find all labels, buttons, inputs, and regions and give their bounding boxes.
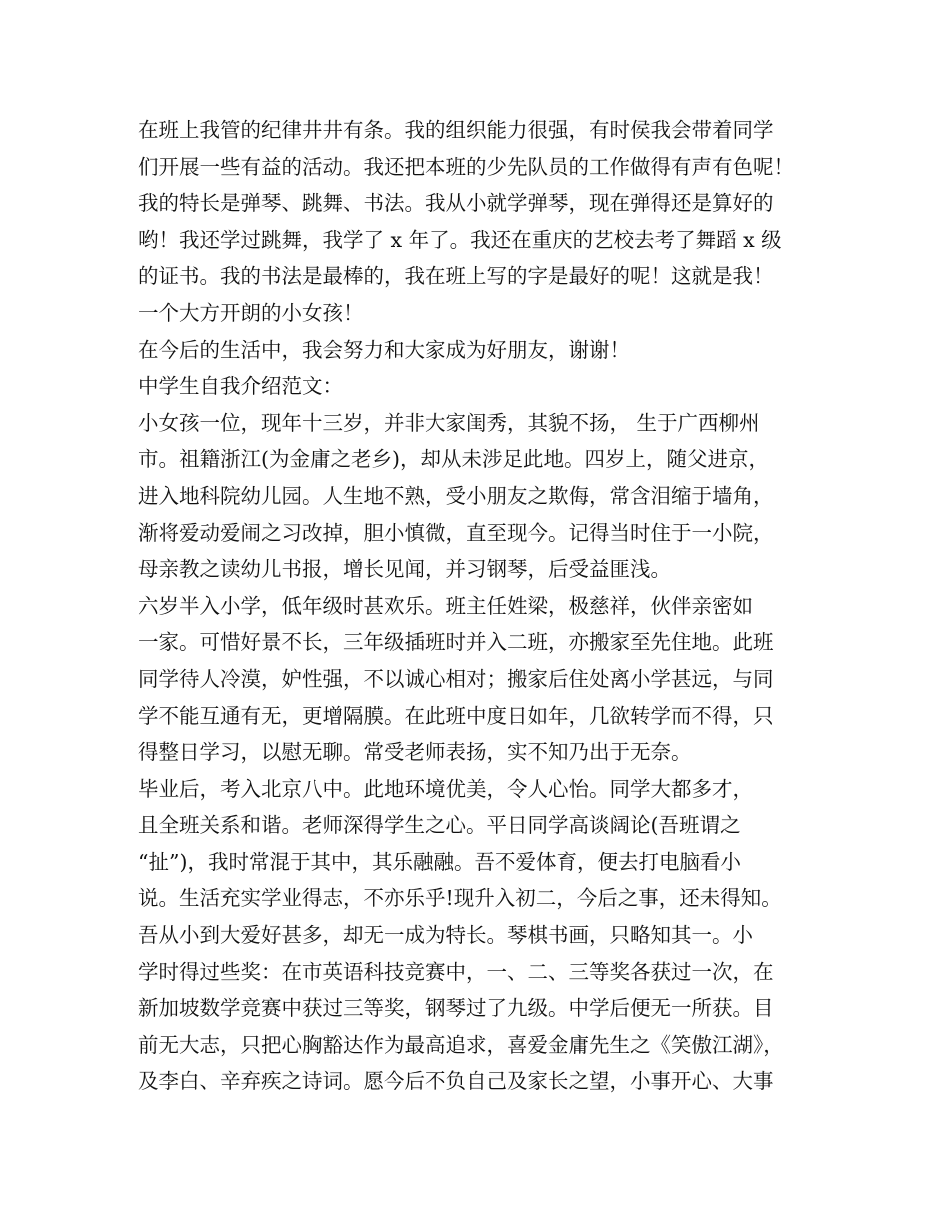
text-line: 渐将爱动爱闹之习改掉，胆小慎微，直至现今。记得当时住于一小院， xyxy=(138,520,774,545)
text-line: 一家。可惜好景不长，三年级插班时并入二班，亦搬家至先住地。此班 xyxy=(138,630,774,655)
text-line: 同学待人冷漠，妒性强，不以诚心相对；搬家后住处离小学甚远，与同 xyxy=(138,666,774,691)
text-line: 学时得过些奖：在市英语科技竞赛中，一、二、三等奖各获过一次，在 xyxy=(138,959,774,984)
text-line: 在今后的生活中，我会努力和大家成为好朋友，谢谢！ xyxy=(138,337,630,362)
text-line: 小女孩一位，现年十三岁，并非大家闺秀，其貌不扬， 生于广西柳州 xyxy=(138,410,760,435)
text-line: 的证书。我的书法是最棒的，我在班上写的字是最好的呢！这就是我！ xyxy=(138,264,774,289)
text-line: 母亲教之读幼儿书报，增长见闻，并习钢琴，后受益匪浅。 xyxy=(138,557,671,582)
text-line: 哟！我还学过跳舞，我学了 x 年了。我还在重庆的艺校去考了舞蹈 x 级 xyxy=(138,227,782,252)
text-line: 说。生活充实学业得志，不亦乐乎!现升入初二，今后之事，还未得知。 xyxy=(138,886,782,911)
text-line: 市。祖籍浙江(为金庸之老乡)，却从未涉足此地。四岁上，随父进京， xyxy=(138,447,769,472)
text-line: “扯”)，我时常混于其中，其乐融融。吾不爱体育，便去打电脑看小 xyxy=(138,849,741,874)
text-line: 吾从小到大爱好甚多，却无一成为特长。琴棋书画，只略知其一。小 xyxy=(138,923,753,948)
text-line: 进入地科院幼儿园。人生地不熟，受小朋友之欺侮，常含泪缩于墙角， xyxy=(138,483,774,508)
text-line: 毕业后，考入北京八中。此地环境优美，令人心怡。同学大都多才， xyxy=(138,776,753,801)
text-line: 学不能互通有无，更增隔膜。在此班中度日如年，几欲转学而不得，只 xyxy=(138,703,774,728)
document-body xyxy=(138,112,838,1100)
text-line: 一个大方开朗的小女孩！ xyxy=(138,300,364,325)
text-line: 及李白、辛弃疾之诗词。愿今后不负自己及家长之望，小事开心、大事 xyxy=(138,1069,774,1094)
text-line: 得整日学习，以慰无聊。常受老师表扬，实不知乃出于无奈。 xyxy=(138,740,692,765)
text-line: 六岁半入小学，低年级时甚欢乐。班主任姓梁，极慈祥，伙伴亲密如 xyxy=(138,593,753,618)
text-line: 我的特长是弹琴、跳舞、书法。我从小就学弹琴，现在弹得还是算好的 xyxy=(138,191,774,216)
text-line: 在班上我管的纪律井井有条。我的组织能力很强，有时侯我会带着同学 xyxy=(138,118,774,142)
section-heading: 中学生自我介绍范文： xyxy=(138,374,343,399)
text-line: 且全班关系和谐。老师深得学生之心。平日同学高谈阔论(吾班谓之 xyxy=(138,813,741,838)
text-line: 前无大志，只把心胸豁达作为最高追求，喜爱金庸先生之《笑傲江湖》， xyxy=(138,1032,784,1057)
text-line: 们开展一些有益的活动。我还把本班的少先队员的工作做得有声有色呢！ xyxy=(138,154,794,179)
text-line: 新加坡数学竞赛中获过三等奖，钢琴过了九级。中学后便无一所获。目 xyxy=(138,996,774,1021)
